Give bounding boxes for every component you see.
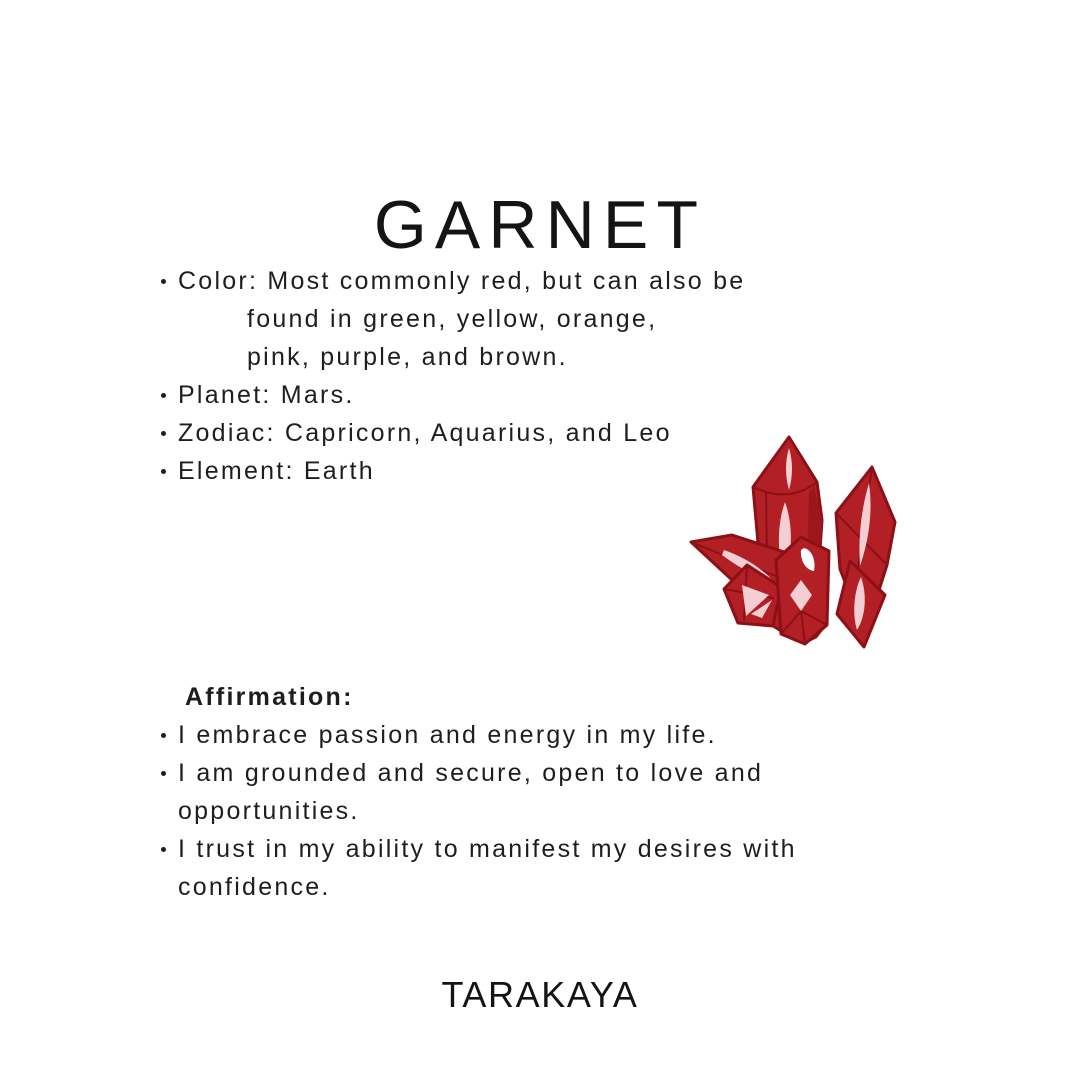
property-color-line-2: found in green, yellow, orange, (247, 305, 658, 333)
affirmation-heading: Affirmation: (185, 683, 354, 711)
bullet-dot (161, 733, 166, 738)
property-planet: Planet: Mars. (178, 381, 355, 409)
garnet-crystal-illustration (688, 428, 906, 650)
brand-name: TARAKAYA (441, 974, 639, 1015)
list-item-continuation (158, 300, 918, 338)
crystal-cluster-svg (688, 428, 906, 650)
bullet-dot (161, 431, 166, 436)
list-item (158, 754, 958, 792)
property-element: Element: Earth (178, 457, 375, 485)
affirmation-3-line-2: confidence. (178, 873, 331, 901)
page-title: GARNET (373, 186, 707, 263)
list-item (158, 262, 918, 300)
affirmation-2-line-2: opportunities. (178, 797, 360, 825)
bullet-dot (161, 469, 166, 474)
crystal-front (776, 537, 829, 644)
bullet-dot (161, 771, 166, 776)
affirmation-1: I embrace passion and energy in my life. (178, 721, 717, 749)
list-item-continuation (158, 338, 918, 376)
bullet-dot (161, 279, 166, 284)
property-zodiac: Zodiac: Capricorn, Aquarius, and Leo (178, 419, 672, 447)
affirmation-3-line-1: I trust in my ability to manifest my desires with (178, 835, 797, 863)
list-item-continuation (158, 868, 958, 906)
property-color-line-1: Color: Most commonly red, but can also be (178, 267, 746, 295)
list-item (158, 830, 958, 868)
bullet-dot (161, 393, 166, 398)
list-item (158, 716, 958, 754)
list-item-continuation (158, 792, 958, 830)
affirmation-2-line-1: I am grounded and secure, open to love and (178, 759, 764, 787)
affirmation-section (158, 678, 958, 906)
bullet-dot (161, 847, 166, 852)
list-item (158, 376, 918, 414)
property-color-line-3: pink, purple, and brown. (247, 343, 568, 371)
